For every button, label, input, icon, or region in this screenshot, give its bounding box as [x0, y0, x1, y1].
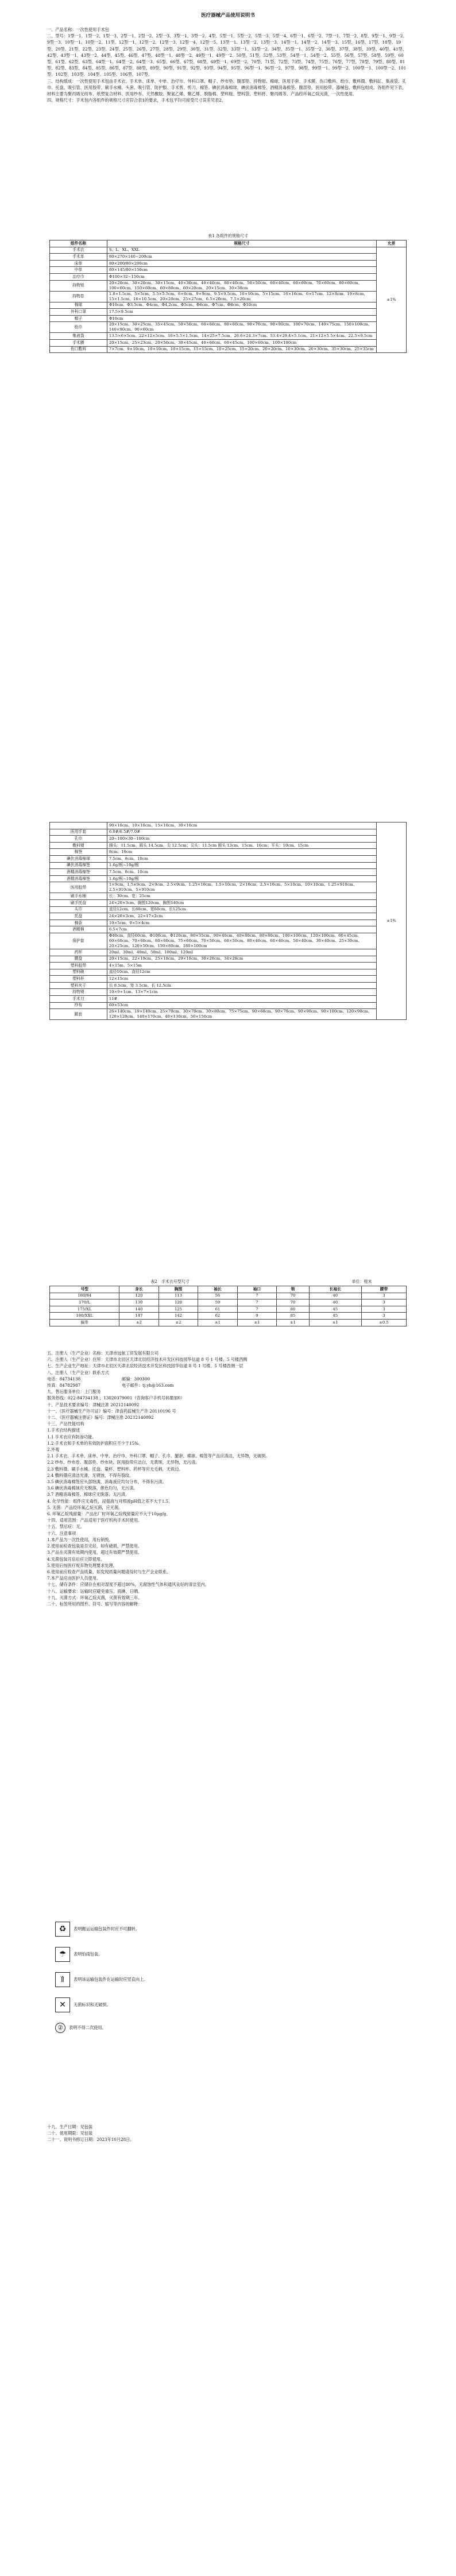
spec-cell: 20×15cm、25×23cm、20×50cm、30×45cm、40×60cm、60×45cm、100×60cm、100×100cm [107, 339, 376, 346]
model-list: 二、型号：1型一1、1型一2、1型一3、2型一1、2型一2、2型一3、3型一1、3型一2、4型、5型一1、5型一2、5型一3、5型一4、6型一1、6型一2、7型一1、7型一2、8型、9型一1、9型一2、9型一3、10型一1、10型一2、11型、12型一1、12型一2、12型一3、12型一4、12型一5、13型一1、13型一2、13型一3、14型一1、14型一2、14型一3、15型、16型、17型、18型、19型、20型、21型、22型、23型、24型、25型、26型、27型、28型、29型、30型、31型、32型、33型一1、33型一2、34型、35型一1、35型一2、36型、37型、38型、39型、40型、41型、42型、43型一1、43型一2、44型、45型、46型、47型、48型一1、48型一2、49型一1、49型一2、50型、51型、52型、53型、54型一1、54型一2、55型、56型、57型、58型、59型、60型、61型、62型、63型、64型一1、64型一2、64型一3、65型、66型、67型、68型、69型一1、69型一2、70型、71型、72型、73型、74型、75型、76型、77型、78型、79型、80型、81型、82型、83型、84型、85型、86型、87型、88型、89型、90型、91型、92型、93型、94型、95型、96型一1、96型一2、97型、98型、99型一1、99型一2、100型一1、100型一2、101型、102型、103型、104型、105型、106型、107型。 [47, 33, 407, 77]
table-row [50, 920, 407, 926]
table-cell: ±1 [237, 1319, 276, 1326]
component-name-cell: 床单 [50, 260, 107, 267]
symbol-row [55, 2023, 377, 2033]
spec-cell: 13.5×6×5cm、22×12×5cm、10×5.5×1.5cm、14×25×7.5cm、26.6×24.3×7cm、53.4×29.4×5.1cm、21×12×5.5×4cm、22.5×9.5cm [107, 333, 376, 340]
table-cell: 45 [309, 1306, 361, 1313]
table-cell: 70 [277, 1299, 310, 1306]
spec-cell: Φ40cm、直径60cm、Φ100cm、Φ120cm、80×35cm、90×40cm、40×80cm、80×80cm、100×100cm、120×100cm、60×45cm、60×60cm、70×60cm、80×60cm、75×60cm、70×50cm、60×50cm、80×40cm、60×40cm、50×40cm、30×40cm、25×30cm、20×25cm、120×50cm、150×80cm、180×100cm [107, 933, 376, 949]
table-cell: 180/XXL [50, 1313, 119, 1320]
spec-cell: Φ10cm、Φ3.5cm、Φ4cm、Φ4.2cm、Φ5cm、Φ6cm、Φ7cm、Φ8cm、Φ10cm [107, 302, 376, 309]
symbol-row [55, 1972, 377, 1987]
table-cell: 175/XL [50, 1306, 119, 1313]
table-row [50, 260, 407, 267]
table2-unit: 单位：厘米 [351, 1279, 372, 1284]
info-line: 十二、《医疗器械注册证》编号：津械注准 20212140092 [47, 1415, 154, 1421]
info-line: 十五、禁忌症：无。 [47, 1524, 84, 1530]
component-name-cell: 塑料碗 [50, 969, 107, 976]
spec-cell: 26×140cm、19×140cm、25×70cm、30×70cm、30×80cm、75×75cm、90×60cm、90×70cm、90×90cm、90×100cm、120×90cm、120×120cm、140×170cm、40×130cm、50×150cm [107, 1009, 376, 1020]
component-name-cell [50, 823, 107, 829]
table-row [50, 862, 407, 869]
table-cell: 3 [361, 1299, 406, 1306]
component-name-cell: 刷手托盘 [50, 899, 107, 906]
table-row [50, 1299, 407, 1306]
symbol-row [55, 1947, 377, 1962]
table-cell: 130 [119, 1299, 159, 1306]
spec-cell: S、L、XL、XXL [107, 247, 376, 254]
info-line: 4.无菌包装开启后应立即使用。 [47, 1556, 105, 1562]
spec-cell: 20×20cm、30×20cm、30×15cm、40×30cm、40×40cm、80×40cm、50×50cm、60×40cm、60×60cm、70×60cm、80×60cm、100×60cm、150×60cm、60×80cm、60×20cm、20×15cm、30×30cm [107, 280, 376, 291]
spec-cell: 11# [107, 996, 376, 1003]
component-name-cell: 手术刀 [50, 996, 107, 1003]
table-cell: ±1 [309, 1319, 361, 1326]
component-name-cell: 碘伏消毒棉签 [50, 862, 107, 869]
spec-cell: 10×5cm、9×5×4cm [107, 920, 376, 926]
header-cell: 长袖长 [309, 1286, 361, 1293]
table-cell: 70 [277, 1293, 310, 1299]
header-cell: 腰带 [361, 1286, 406, 1293]
table-row [50, 829, 407, 836]
table-cell: 80 [277, 1306, 310, 1313]
component-name-cell: 帽子 [50, 315, 107, 322]
table-cell: ±2 [159, 1319, 198, 1326]
spec-cell: 20×15cm、22×19cm、25×18cm、29×18cm、30×20cm、34×28cm [107, 956, 376, 963]
footer-line: 十九、生产日期：见包装 [47, 2124, 93, 2129]
info-line: 2.1 手术衣、手术单、床单、中单、治疗巾、外科口罩、帽子、孔巾、腿套、棉球、棉签等产品应清洁，无异物，无破损。 [47, 1453, 270, 1459]
spec-cell: 1.6g/根~10g/根 [107, 875, 376, 882]
component-name-cell: 持物镊 [50, 989, 107, 996]
spec-cell: 7×7cm、9×10cm、10×10cm、10×15cm、15×15cm、10×25cm、15×20cm、20×20cm、10×30cm、20×30cm、35×30cm、25×35cm [107, 346, 376, 353]
info-line: 1.2 手术衣和手术单的有效防护面积应不少于15%。 [47, 1440, 143, 1446]
header-cell: 允差 [377, 240, 407, 247]
table-row [50, 823, 407, 829]
spec-cell: 80×200/80×200cm [107, 260, 376, 267]
table-cell: 170/L [50, 1299, 119, 1306]
component-name-cell: 敷料镊 [50, 842, 107, 849]
component-name-cell: 持物卷 [50, 291, 107, 302]
table-row [50, 1293, 407, 1299]
component-name-cell: 塑料胶带 [50, 963, 107, 969]
component-name-cell: 头巾 [50, 906, 107, 913]
info-line: 十三、产品性能结构 [47, 1421, 84, 1427]
info-line: 5.使用后按医疗废弃物处理要求处理。 [47, 1562, 117, 1568]
info-line: 3.产品在灭菌有效期内使用，超过有效期严禁使用。 [47, 1550, 142, 1555]
footer-section [47, 2124, 409, 2143]
label-symbol-icon: ♻ [55, 1922, 70, 1937]
table-row [50, 855, 407, 862]
table-row [50, 996, 407, 1003]
spec-cell: 20ml、30ml、40ml、50ml、100ml、120ml [107, 949, 376, 956]
table-header-row [50, 1286, 407, 1293]
spec-cell: 1×9cm、1.5×9cm、2×9cm、2.5×9cm、1.25×10cm、1.5×10cm、2×10cm、2.5×10cm、5×10cm、10×10cm、1.25×910cm、2.5×910cm、5×910cm [107, 882, 376, 893]
symbol-description: 无菌标识和无破损。 [74, 2002, 111, 2007]
document-title: 医疗器械产品使用说明书 [201, 13, 255, 18]
info-line: 十一、《医疗器械生产许可证》编号：津食药监械生产许 20110196 号 [47, 1408, 176, 1414]
info-section [47, 1350, 409, 1607]
component-name-cell: 腰盘 [50, 956, 107, 963]
component-name-cell: 纱布 [50, 1002, 107, 1009]
info-line: 九、售后服务单位：上门服务 [47, 1389, 101, 1395]
table-row [50, 926, 407, 933]
spec-cell: 20~100×30~100cm [107, 836, 376, 843]
component-name-cell: 手术衣 [50, 247, 107, 254]
label-symbol-icon: ☂ [55, 1947, 70, 1962]
table2-caption: 表2 手术衣号型尺寸 [150, 1279, 190, 1284]
table-row [50, 913, 407, 920]
symbol-description: 表明不得二次使用。 [69, 2025, 106, 2030]
header-cell: 身长 [119, 1286, 159, 1293]
info-line: 4. 化学性能：组件应无毒性，浸提液与对照液pH值之差不大于1.5。 [47, 1498, 173, 1504]
table-cell: 40 [309, 1293, 361, 1299]
info-line: 2.3 敷料镊、刷手水桶、托盘、量杯、塑料杯、药杯等应无毛刺，无锐边。 [47, 1466, 183, 1472]
component-name-cell: 伤口敷料 [50, 346, 107, 353]
table-cell: 120 [159, 1299, 198, 1306]
table-row [50, 309, 407, 316]
table-cell: ±0.5 [361, 1319, 406, 1326]
info-line: 六、注册人（生产企业）住所：天津市北辰区天津北辰经济技术开发区科技园华信道 8 号 1 号楼、5 号楼西侧 [47, 1357, 248, 1363]
component-name-cell: 医用手套 [50, 829, 107, 836]
component-name-cell: 刷手水桶 [50, 893, 107, 900]
label-symbol-icon: ✕ [55, 1997, 70, 2012]
info-line: 服务热线：022-84734138 ；13020379001（咨询客户手机号码要加0） [47, 1395, 185, 1401]
table-cell: 147 [119, 1313, 159, 1320]
spec-cell: 直径12cm、长80cm、宽60cm、长125cm [107, 906, 376, 913]
info-line: 2.4 敷料镊应清洁光滑，无锈蚀，不得有裂纹。 [47, 1472, 134, 1478]
component-name-cell: 碘伏消毒棉球 [50, 855, 107, 862]
spec-cell: 1.6g/根~10g/根 [107, 862, 376, 869]
table-cell: ±2 [119, 1319, 159, 1326]
table-cell: 113 [159, 1293, 198, 1299]
table-row [50, 906, 407, 913]
table-row [50, 1319, 407, 1326]
table-row [50, 893, 407, 900]
table-cell: 61 [198, 1306, 237, 1313]
table-row [50, 1313, 407, 1320]
header-cell: 号型 [50, 1286, 119, 1293]
info-line: 传真：84782987 电子邮件：tj.yh@163.com [47, 1383, 174, 1388]
table-cell: 59 [198, 1299, 237, 1306]
table-row [50, 254, 407, 261]
table1-caption: 表1 各组件的规格尺寸 [208, 234, 248, 238]
spec-cell: 6.0#/6.5#/7.0# [107, 829, 376, 836]
table-row [50, 322, 407, 333]
table-row [50, 899, 407, 906]
component-name-cell: 集液袋 [50, 333, 107, 340]
info-line: 十六、注意事项 [47, 1530, 76, 1536]
table-row [50, 869, 407, 876]
table-row [50, 842, 407, 849]
info-line: 五、注册人（生产企业）名称：天津市远航工贸发展有限公司 [47, 1351, 159, 1356]
spec-cell: 10×9×1cm、13×7×1cm [107, 989, 376, 996]
size-spec: 四、规格尺寸：手术包内各组件的规格尺寸应符合表1的要求，手术包平均可接受尺寸误差见表2。 [47, 98, 226, 103]
table-row [50, 949, 407, 956]
table-row [50, 333, 407, 340]
gown-size-table [49, 1286, 407, 1326]
component-name-cell: 塑料杯 [50, 976, 107, 983]
structure-composition: 三、结构组成：一次性使用手术包由手术衣、手术单、床单、中单、治疗巾、外科口罩、帽子、纱布垫、腹部垫、持物钳、棉球、医用手套、手术膜、伤口敷料、纸巾、敷料镊、敷料缸、集液袋、孔巾、托盘、吸引管、医用胶带、刷手水桶、头套、吸引管、防护服、手术剪、剪刀、棉签、碘伏消毒棉球、碘伏消毒棉签、酒精消毒棉签、腹部垫、医用胶带、器械包、敷料包组成。各组件见下表，材料主要为聚丙烯无纺布、纸塑复合材料、医用纱布、天然橡胶、聚氯乙烯、聚乙烯、脱脂棉、塑料瓶、塑料袋、塑料杯、聚丙烯等。产品经环氧乙烷灭菌，一次性使用。 [47, 78, 407, 97]
info-line: 十、产品技术要求编号：津械注准 20212140092 [47, 1402, 140, 1407]
component-name-cell: 手术单 [50, 254, 107, 261]
tolerance-cell: ±1% [377, 247, 407, 353]
component-name-cell: 棉球 [50, 302, 107, 309]
info-line: 6.使用前应检查产品质量，如发现质量问题请及时与生产企业联系。 [47, 1569, 171, 1574]
spec-cell: 4×15m、5×15m [107, 963, 376, 969]
symbol-description: 表明该运输包装件在运输时应竖直向上。 [74, 1977, 148, 1982]
symbol-description: 表明怕雨包装。 [74, 1952, 103, 1957]
component-name-cell: 治疗巾 [50, 273, 107, 280]
table-row [50, 882, 407, 893]
spec-cell: 圆头：11.5cm、圆头 14.5cm、尖 12.5cm；尖头：11.5cm 圆头 13cm、15cm、16cm；平头：10cm、15cm [107, 842, 376, 849]
table-cell: 142 [159, 1313, 198, 1320]
table-cell: 120 [119, 1293, 159, 1299]
component-size-table [49, 240, 407, 353]
table-row [50, 969, 407, 976]
component-name-cell: 药杯 [50, 949, 107, 956]
header-cell: 袖长 [198, 1286, 237, 1293]
table-cell: 3 [361, 1306, 406, 1313]
spec-cell: 8cm、10cm [107, 849, 376, 856]
table-row [50, 247, 407, 254]
table-cell: 45 [309, 1313, 361, 1320]
component-name-cell: 棉签 [50, 849, 107, 856]
table-cell: 3 [361, 1293, 406, 1299]
info-line: 七、生产企业生产地址：天津市北辰区天津北辰经济技术开发区科技园华信道 8 号 1 号楼、5 号楼西侧一层 [47, 1363, 244, 1369]
table-row [50, 956, 407, 963]
header-cell: 领 [277, 1286, 310, 1293]
symbols-section [55, 1922, 377, 2043]
spec-cell: 1.8×1.5cm、5×5cm、5.5×5.5cm、6×6cm、9×9cm、9.5×9.5cm、10×10cm、5×15cm、16×16cm、6×17cm、12×8cm、19×8cm、15×1.5cm、16×10.5cm、20×20cm、25×27cm、6.5×20cm、7.5×20cm [107, 291, 376, 302]
spec-cell: Φ10cm [107, 315, 376, 322]
table-row [50, 1002, 407, 1009]
table-cell: 140 [119, 1306, 159, 1313]
table-cell: 40 [309, 1299, 361, 1306]
component-name-cell: 外科口罩 [50, 309, 107, 316]
footer-line: 二十一、说明书修订日期：2023年10月28日。 [47, 2137, 134, 2143]
spec-cell: 6.5×7cm [107, 926, 376, 933]
table-cell: 3 [361, 1313, 406, 1320]
table-cell: 160/84 [50, 1293, 119, 1299]
info-line: 3.5 碘伏消毒棉签应头部饱满，消毒液应均匀分布，不得有污渍。 [47, 1479, 167, 1485]
table-row [50, 982, 407, 989]
info-line: 5. 无菌：产品经环氧乙烷灭菌，应无菌。 [47, 1504, 123, 1510]
table-row [50, 339, 407, 346]
table-cell: 7 [237, 1299, 276, 1306]
spec-cell: 17.5×9.5cm [107, 309, 376, 316]
info-line: 1.本产品为一次性使用，用后销毁。 [47, 1537, 113, 1542]
table-row [50, 976, 407, 983]
component-name-cell: 酒精消毒棉签 [50, 875, 107, 882]
header-cell: 组件名称 [50, 240, 107, 247]
table-row [50, 280, 407, 291]
component-name-cell: 塑料夹子 [50, 982, 107, 989]
table-row [50, 1306, 407, 1313]
info-line: 十七、储存条件：应储存在相对湿度不超过80%，无腐蚀性气体和通风良好的清洁室内。 [47, 1582, 209, 1588]
spec-cell: 长：30cm、宽：25cm [107, 893, 376, 900]
info-line: 十八、运输要求：运输时应避免重压、雨淋、日晒。 [47, 1588, 142, 1594]
spec-cell: 7.5cm、8cm、10cm [107, 869, 376, 876]
table-row [50, 933, 407, 949]
spec-cell: 直径10cm、直径12cm [107, 969, 376, 976]
spec-cell: 20×15cm、30×25cm、35×45cm、50×50cm、60×60cm、80×60cm、90×70cm、90×90cm、100×70cm、140×75cm、150×100cm、140×90cm、90×60cm [107, 322, 376, 333]
info-line: 2.2 纱布、纱布卷、腹部垫、纱布块、医用胶带应洁白，无黄斑，无异物，无污渍。 [47, 1460, 200, 1465]
info-line: 电话：84734138 邮编：300300 [47, 1376, 150, 1382]
table-row [50, 315, 407, 322]
table-cell: 偏差 [50, 1319, 119, 1326]
spec-cell: 60×53cm [107, 1002, 376, 1009]
component-size-table-continued [49, 822, 407, 1020]
table-row [50, 267, 407, 274]
header-cell: 袖口 [237, 1286, 276, 1293]
info-line: 3.7 酒精消毒棉签、棉球应无脱落，无污渍。 [47, 1492, 130, 1498]
table-row [50, 836, 407, 843]
component-name-cell: 手术膜 [50, 339, 107, 346]
info-line: 7.本产品应由医护人员使用。 [47, 1576, 101, 1581]
header-cell: 规格尺寸 [107, 240, 376, 247]
symbol-row [55, 1997, 377, 2012]
table-cell: 9 [237, 1313, 276, 1320]
table-cell: 62 [198, 1313, 237, 1320]
spec-cell: 80×145/80×150cm [107, 267, 376, 274]
info-line: 1.手术衣结构描述 [47, 1427, 80, 1433]
component-name-cell: 医用胶带 [50, 882, 107, 893]
table-row [50, 875, 407, 882]
footer-line: 二十、使用期限：见包装 [47, 2131, 93, 2136]
info-line: 2.外观 [47, 1447, 60, 1453]
component-name-cell: 持物钳 [50, 280, 107, 291]
table-cell: 85 [277, 1313, 310, 1320]
component-name-cell: 腿套 [50, 1009, 107, 1020]
component-name-cell: 中单 [50, 267, 107, 274]
product-name: 一、产品名称：一次性使用手术包 [47, 27, 109, 32]
component-name-cell: 孔巾 [50, 836, 107, 843]
spec-cell: 90×10cm、10×10cm、15×10cm、30×10cm [107, 823, 376, 829]
spec-cell: 24×20×3cm、22×17×2cm [107, 913, 376, 920]
symbol-description: 表明搬运运输包装件时应不可翻转。 [74, 1926, 140, 1931]
spec-cell: 80×270×140~200cm [107, 254, 376, 261]
table-row [50, 1009, 407, 1020]
table-row [50, 989, 407, 996]
table-row [50, 963, 407, 969]
header-cell: 胸围 [159, 1286, 198, 1293]
spec-cell: 7.5cm、8cm、10cm [107, 855, 376, 862]
info-line: 十九、灭菌方式：环氧乙烷灭菌，灭菌有效期三年。 [47, 1595, 142, 1600]
symbol-row [55, 1922, 377, 1937]
component-name-cell: 棉条 [50, 920, 107, 926]
table-row [50, 273, 407, 280]
label-symbol-icon: ⇑ [55, 1972, 70, 1987]
component-name-cell: 托盘 [50, 913, 107, 920]
table-header-row [50, 240, 407, 247]
info-line: 2.使用前检查包装是否完好，如有破损，严禁使用。 [47, 1543, 142, 1549]
table-cell: ±1 [198, 1319, 237, 1326]
component-name-cell: 纸巾 [50, 322, 107, 333]
info-line: 八、注册人（生产企业）联系方式 [47, 1370, 109, 1375]
component-name-cell: 酒精消毒棉签 [50, 869, 107, 876]
component-name-cell: 保护套 [50, 933, 107, 949]
intro-section [47, 26, 409, 103]
table-row [50, 849, 407, 856]
info-line: 3.6 碘伏消毒棉球应无脱落，颜色均匀，无污渍。 [47, 1485, 138, 1491]
info-line: 6. 环氧乙烷残留量：产品出厂时环氧乙烷残留量应不大于10μg/g。 [47, 1511, 171, 1517]
spec-cell: 长 8.5cm、宽 3.5cm、长 12.5cm [107, 982, 376, 989]
component-name-cell: 酒精棉 [50, 926, 107, 933]
table-cell: 125 [159, 1306, 198, 1313]
table-row [50, 302, 407, 309]
table-cell: 7 [237, 1293, 276, 1299]
table-row [50, 346, 407, 353]
table-cell: 56 [198, 1293, 237, 1299]
info-line: 十四、适用范围：产品适用于医疗机构手术时使用。 [47, 1518, 142, 1523]
table-cell: 7 [237, 1306, 276, 1313]
spec-cell: Φ100×32~150cm [107, 273, 376, 280]
table-cell: ±1 [277, 1319, 310, 1326]
table-row [50, 291, 407, 302]
info-line: 1.1 手术衣应有防渗功能。 [47, 1434, 96, 1440]
info-line: 二十、标签所用的图形、符号、缩写等内容的解释： [47, 1601, 142, 1607]
spec-cell: 24×20×3cm、胸围120cm、胸围140cm [107, 899, 376, 906]
tolerance-cell: ±1% [377, 823, 407, 1020]
spec-cell: 12×15cm [107, 976, 376, 983]
label-symbol-icon: ② [55, 2023, 65, 2033]
